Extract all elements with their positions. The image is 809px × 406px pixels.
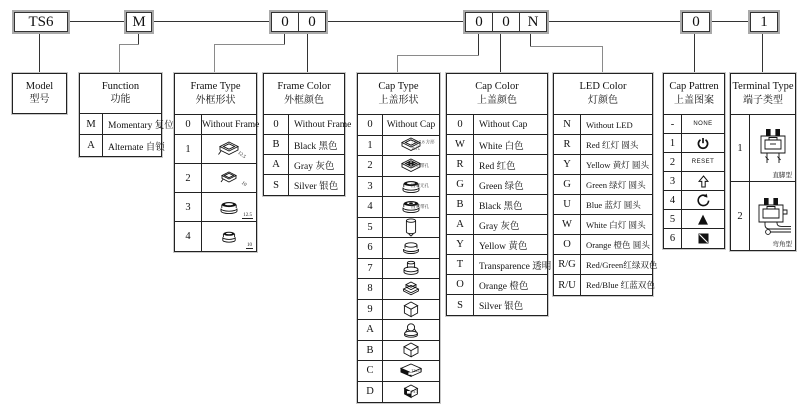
connector-line — [39, 30, 40, 73]
row-value — [289, 175, 344, 195]
row-value — [383, 136, 439, 156]
row-value — [750, 182, 795, 250]
row-code: 1 — [175, 135, 202, 163]
frame-keycap-small-image — [219, 171, 239, 185]
row-value — [474, 135, 547, 154]
table-row — [264, 135, 344, 155]
row-label: Red/Blue 红蓝双色 — [586, 280, 655, 290]
table-row — [358, 177, 439, 198]
connector-line — [500, 30, 501, 73]
row-value — [682, 172, 724, 190]
row-code: B — [447, 195, 474, 214]
switch-bent-pin-image — [753, 196, 793, 236]
row-label: Without Cap — [386, 119, 436, 130]
connector-line — [119, 44, 139, 45]
table-title-en: LED Color — [579, 81, 627, 93]
cap-cylinder-image — [404, 218, 418, 237]
row-code: A — [358, 320, 383, 340]
table-title-zh: 外框颜色 — [284, 94, 324, 106]
row-code: R — [447, 155, 474, 174]
cap-dome-image — [400, 240, 422, 255]
row-label: Red 红色 — [479, 161, 516, 172]
table-function — [79, 73, 174, 157]
row-label: Yellow 黄色 — [479, 241, 528, 252]
row-code: R/G — [554, 255, 581, 274]
row-note: 圆形无孔 — [411, 183, 429, 189]
row-code: 3 — [664, 172, 682, 190]
table-title-zh: 上盖图案 — [674, 94, 714, 106]
cap-cylinder-flange-image — [401, 260, 421, 277]
row-code: 2 — [175, 164, 202, 192]
row-code: A — [447, 215, 474, 234]
row-value — [103, 114, 174, 134]
row-label: Orange 橙色 圆头 — [586, 239, 650, 250]
table-row — [358, 279, 439, 300]
row-value — [474, 155, 547, 174]
row-label: Gray 灰色 — [294, 161, 335, 172]
table-header — [13, 74, 66, 113]
table-row — [175, 164, 256, 193]
row-value — [289, 135, 344, 154]
table-row — [664, 134, 724, 153]
table-row — [664, 172, 724, 191]
row-value — [289, 155, 344, 174]
row-value — [202, 164, 256, 192]
table-row — [358, 136, 439, 157]
power-icon — [697, 137, 709, 150]
row-note: 方形带孔 — [411, 162, 429, 168]
cap-square-nut-image — [401, 281, 421, 297]
row-code: A — [80, 135, 103, 156]
connector-line — [694, 30, 695, 73]
table-row — [554, 135, 652, 155]
table-title-en: Model — [25, 80, 54, 92]
row-code: S — [264, 175, 289, 195]
connector-line — [530, 46, 602, 47]
part-code-segment — [126, 12, 152, 32]
rotate-cw-icon — [696, 193, 711, 208]
row-code: 2 — [358, 156, 383, 176]
row-value — [202, 115, 259, 134]
connector-line — [214, 44, 215, 73]
row-value — [682, 153, 724, 171]
table-title-en: Function — [101, 80, 140, 92]
row-value — [383, 197, 439, 217]
table-row — [358, 341, 439, 362]
row-label: Orange 橙色 — [479, 281, 529, 292]
row-code: 2 — [731, 182, 750, 250]
row-value — [474, 295, 547, 315]
table-row — [554, 195, 652, 215]
table-title-en: Cap Color — [475, 81, 519, 93]
row-label: Gray 灰色 — [479, 221, 520, 232]
table-row — [80, 135, 165, 156]
table-row — [664, 115, 724, 134]
table-row — [554, 255, 658, 275]
row-label: Green 绿灯 圆头 — [586, 179, 646, 190]
dimension-label: 12.5 — [236, 150, 247, 161]
part-code-cell: 0 — [692, 13, 700, 30]
row-label: Without Frame — [294, 119, 352, 130]
cap-cube-tall-image — [402, 301, 420, 318]
row-code: W — [554, 215, 581, 234]
row-code: 4 — [175, 222, 202, 251]
row-label: NONE — [693, 121, 713, 127]
row-code: 4 — [358, 197, 383, 217]
row-note: 圆形带孔 — [411, 203, 429, 209]
table-row — [358, 238, 439, 259]
table-title-zh: 功能 — [110, 94, 131, 106]
table-header — [554, 74, 652, 115]
table-row — [554, 275, 655, 295]
row-label: Black 黑色 — [479, 201, 523, 212]
row-label: Green 绿色 — [479, 181, 524, 192]
row-code: G — [554, 175, 581, 194]
part-code-cell: N — [519, 13, 546, 31]
row-label: Yellow 黄灯 圆头 — [586, 159, 650, 170]
row-value — [202, 193, 256, 221]
row-code: 5 — [664, 210, 682, 228]
row-value — [383, 300, 439, 320]
table-frame-type — [174, 73, 260, 252]
row-code: 0 — [175, 115, 202, 134]
row-label: Red/Green红绿双色 — [586, 259, 658, 270]
row-value — [682, 229, 724, 248]
part-code-cell: TS6 — [28, 13, 54, 30]
table-row — [264, 155, 344, 175]
connector-line — [138, 30, 139, 44]
row-label: Transparence 透明 — [479, 261, 552, 272]
row-value — [383, 218, 439, 238]
part-code-segment — [14, 12, 68, 32]
row-label: Black 黑色 — [294, 141, 338, 152]
row-code: S — [447, 295, 474, 315]
table-row — [447, 155, 547, 175]
row-value — [103, 135, 165, 156]
table-title-en: Frame Type — [190, 81, 241, 93]
row-label: Blue 蓝灯 圆头 — [586, 199, 641, 210]
cap-knob-image — [402, 322, 420, 338]
row-code: G — [447, 175, 474, 194]
row-note: 7x7 — [411, 388, 418, 394]
part-code-cell: M — [132, 13, 146, 30]
table-row — [358, 156, 439, 177]
row-label: Without Frame — [202, 119, 260, 130]
row-label: Silver 银色 — [479, 302, 524, 312]
connector-line — [119, 44, 120, 73]
table-row — [175, 135, 256, 164]
part-code-segment — [271, 12, 326, 32]
row-value — [581, 195, 652, 214]
cap-cube-image — [402, 342, 420, 358]
square-diagonal-icon — [698, 233, 709, 244]
table-row — [175, 115, 260, 135]
row-code: 1 — [664, 134, 682, 152]
table-row — [358, 259, 439, 280]
switch-straight-pin-image — [754, 127, 792, 169]
table-row — [447, 235, 547, 255]
table-row — [264, 115, 352, 135]
row-note: 12x12 — [411, 367, 423, 373]
row-code: 4 — [664, 191, 682, 209]
table-model — [12, 73, 67, 114]
table-row — [554, 215, 652, 235]
table-row — [664, 153, 724, 172]
row-value — [474, 175, 547, 194]
table-cap-pattern — [663, 73, 725, 249]
table-cap-type — [357, 73, 440, 403]
dimension-label: 10 — [247, 243, 252, 248]
row-code: D — [358, 382, 383, 403]
table-row — [447, 255, 552, 275]
table-row — [358, 115, 439, 136]
row-label: White 白色 — [479, 141, 524, 152]
row-code: O — [554, 235, 581, 254]
row-value — [383, 259, 439, 279]
row-code: 0 — [264, 115, 289, 134]
row-value — [474, 195, 547, 214]
row-code: O — [447, 275, 474, 294]
part-code-cell: 1 — [760, 13, 768, 30]
row-code: R/U — [554, 275, 581, 295]
row-code: C — [358, 361, 383, 381]
row-value — [581, 175, 652, 194]
table-row — [447, 275, 547, 295]
row-value — [383, 156, 439, 176]
row-value — [383, 382, 439, 403]
row-value — [682, 134, 724, 152]
connector-line — [284, 30, 285, 44]
table-row — [447, 295, 547, 315]
row-value — [581, 275, 655, 295]
row-code: U — [554, 195, 581, 214]
row-value — [581, 215, 652, 234]
table-row — [554, 175, 652, 195]
row-code: 9 — [358, 300, 383, 320]
table-row — [554, 235, 652, 255]
row-value — [581, 235, 652, 254]
row-label: Silver 银色 — [294, 182, 339, 192]
table-title-en: Cap Type — [378, 81, 419, 93]
row-code: 2 — [664, 153, 682, 171]
row-value — [383, 361, 439, 381]
table-row — [358, 382, 439, 403]
row-code: A — [264, 155, 289, 174]
table-row — [731, 115, 795, 182]
row-note: 7.8x7.8 方形无孔 — [411, 139, 435, 151]
table-row — [664, 210, 724, 229]
row-value — [581, 155, 652, 174]
row-value — [750, 115, 795, 181]
table-row — [447, 115, 547, 135]
table-title-zh: 外框形状 — [195, 94, 236, 106]
connector-line — [530, 30, 531, 46]
frame-round-large-image — [217, 200, 241, 215]
row-value — [682, 191, 724, 209]
table-header — [447, 74, 547, 115]
row-value — [581, 255, 658, 274]
table-header — [175, 74, 256, 115]
row-code: N — [554, 115, 581, 134]
table-row — [554, 155, 652, 175]
row-code: Y — [447, 235, 474, 254]
row-code: M — [80, 114, 103, 134]
row-value — [202, 222, 256, 251]
table-row — [175, 222, 256, 251]
row-value — [474, 275, 547, 294]
dimension-label: 10 — [239, 180, 248, 189]
row-label: Without LED — [586, 119, 633, 130]
row-code: 6 — [358, 238, 383, 258]
row-code: 1 — [358, 136, 383, 156]
connector-line — [762, 30, 763, 73]
row-code: R — [554, 135, 581, 154]
row-label: Momentary 复位 — [108, 121, 174, 131]
table-header — [264, 74, 344, 115]
part-code-cell: 0 — [281, 13, 289, 30]
table-row — [358, 300, 439, 321]
row-value — [474, 255, 551, 274]
table-row — [358, 320, 439, 341]
row-value — [202, 135, 256, 163]
table-row — [264, 175, 344, 195]
table-title-en: Frame Color — [277, 81, 331, 93]
row-caption: 弯角型 — [772, 241, 792, 248]
row-code: T — [447, 255, 474, 274]
row-code: - — [664, 115, 682, 133]
row-value — [383, 238, 439, 258]
row-code: 0 — [358, 115, 383, 135]
table-row — [731, 182, 795, 250]
row-value — [383, 279, 439, 299]
row-label: Alternate 自锁 — [108, 142, 165, 153]
table-cap-color — [446, 73, 552, 316]
table-frame-color — [263, 73, 352, 196]
table-header — [80, 74, 161, 114]
part-code-cell: 0 — [298, 13, 325, 31]
row-value — [474, 235, 547, 254]
row-code: 3 — [358, 177, 383, 197]
arrow-up-icon — [698, 175, 709, 188]
part-code-cell: 0 — [492, 13, 519, 31]
connector-line — [397, 55, 479, 56]
row-code: 1 — [731, 115, 750, 181]
connector-line — [397, 55, 398, 73]
row-code: 5 — [358, 218, 383, 238]
table-title-en: Cap Pattren — [669, 81, 719, 93]
table-row — [358, 197, 439, 218]
connector-line — [602, 46, 603, 73]
part-code-segment — [465, 12, 547, 32]
table-row — [358, 361, 439, 382]
table-terminal-type — [730, 73, 796, 251]
row-value — [682, 115, 724, 133]
row-label: Without Cap — [479, 119, 528, 130]
table-header — [358, 74, 439, 115]
table-row — [447, 195, 547, 215]
part-code-segment — [750, 12, 778, 32]
table-row — [447, 175, 547, 195]
table-row — [664, 229, 724, 248]
connector-line — [307, 30, 308, 73]
table-header — [664, 74, 724, 115]
frame-round-small-image — [219, 230, 239, 244]
table-header — [731, 74, 795, 115]
row-label: RESET — [691, 159, 715, 165]
row-value — [383, 177, 439, 197]
triangle-icon: ▲ — [698, 211, 708, 227]
row-value — [682, 210, 724, 228]
row-caption: 直脚型 — [772, 172, 792, 179]
table-row — [80, 114, 174, 135]
table-row — [175, 193, 256, 222]
row-value — [383, 341, 439, 361]
row-value — [289, 115, 351, 134]
dimension-label: 12.5 — [243, 213, 252, 218]
part-code-cell: 0 — [475, 13, 483, 30]
row-value — [383, 115, 439, 135]
table-row — [664, 191, 724, 210]
connector-line — [478, 30, 479, 55]
table-title-zh: 灯颜色 — [588, 94, 618, 106]
table-title-en: Terminal Type — [732, 81, 794, 93]
row-code: 0 — [447, 115, 474, 134]
table-title-zh: 端子类型 — [743, 94, 783, 106]
table-row — [447, 135, 547, 155]
table-row — [447, 215, 547, 235]
row-value — [383, 320, 439, 340]
row-value — [474, 215, 547, 234]
row-code: B — [358, 341, 383, 361]
row-code: 7 — [358, 259, 383, 279]
table-title-zh: 型号 — [29, 94, 50, 106]
row-value — [581, 135, 652, 154]
row-value — [581, 115, 652, 134]
table-title-zh: 上盖颜色 — [477, 94, 517, 106]
row-code: B — [264, 135, 289, 154]
row-label: White 白灯 圆头 — [586, 219, 646, 230]
table-title-zh: 上盖形状 — [378, 94, 419, 106]
part-code-segment — [682, 12, 710, 32]
row-code: Y — [554, 155, 581, 174]
row-label: Red 红灯 圆头 — [586, 139, 639, 150]
table-row — [358, 218, 439, 239]
row-code: W — [447, 135, 474, 154]
table-led-color — [553, 73, 658, 296]
row-value — [474, 115, 547, 134]
connector-line — [214, 44, 285, 45]
row-code: 3 — [175, 193, 202, 221]
row-code: 6 — [664, 229, 682, 248]
table-row — [554, 115, 652, 135]
row-code: 8 — [358, 279, 383, 299]
